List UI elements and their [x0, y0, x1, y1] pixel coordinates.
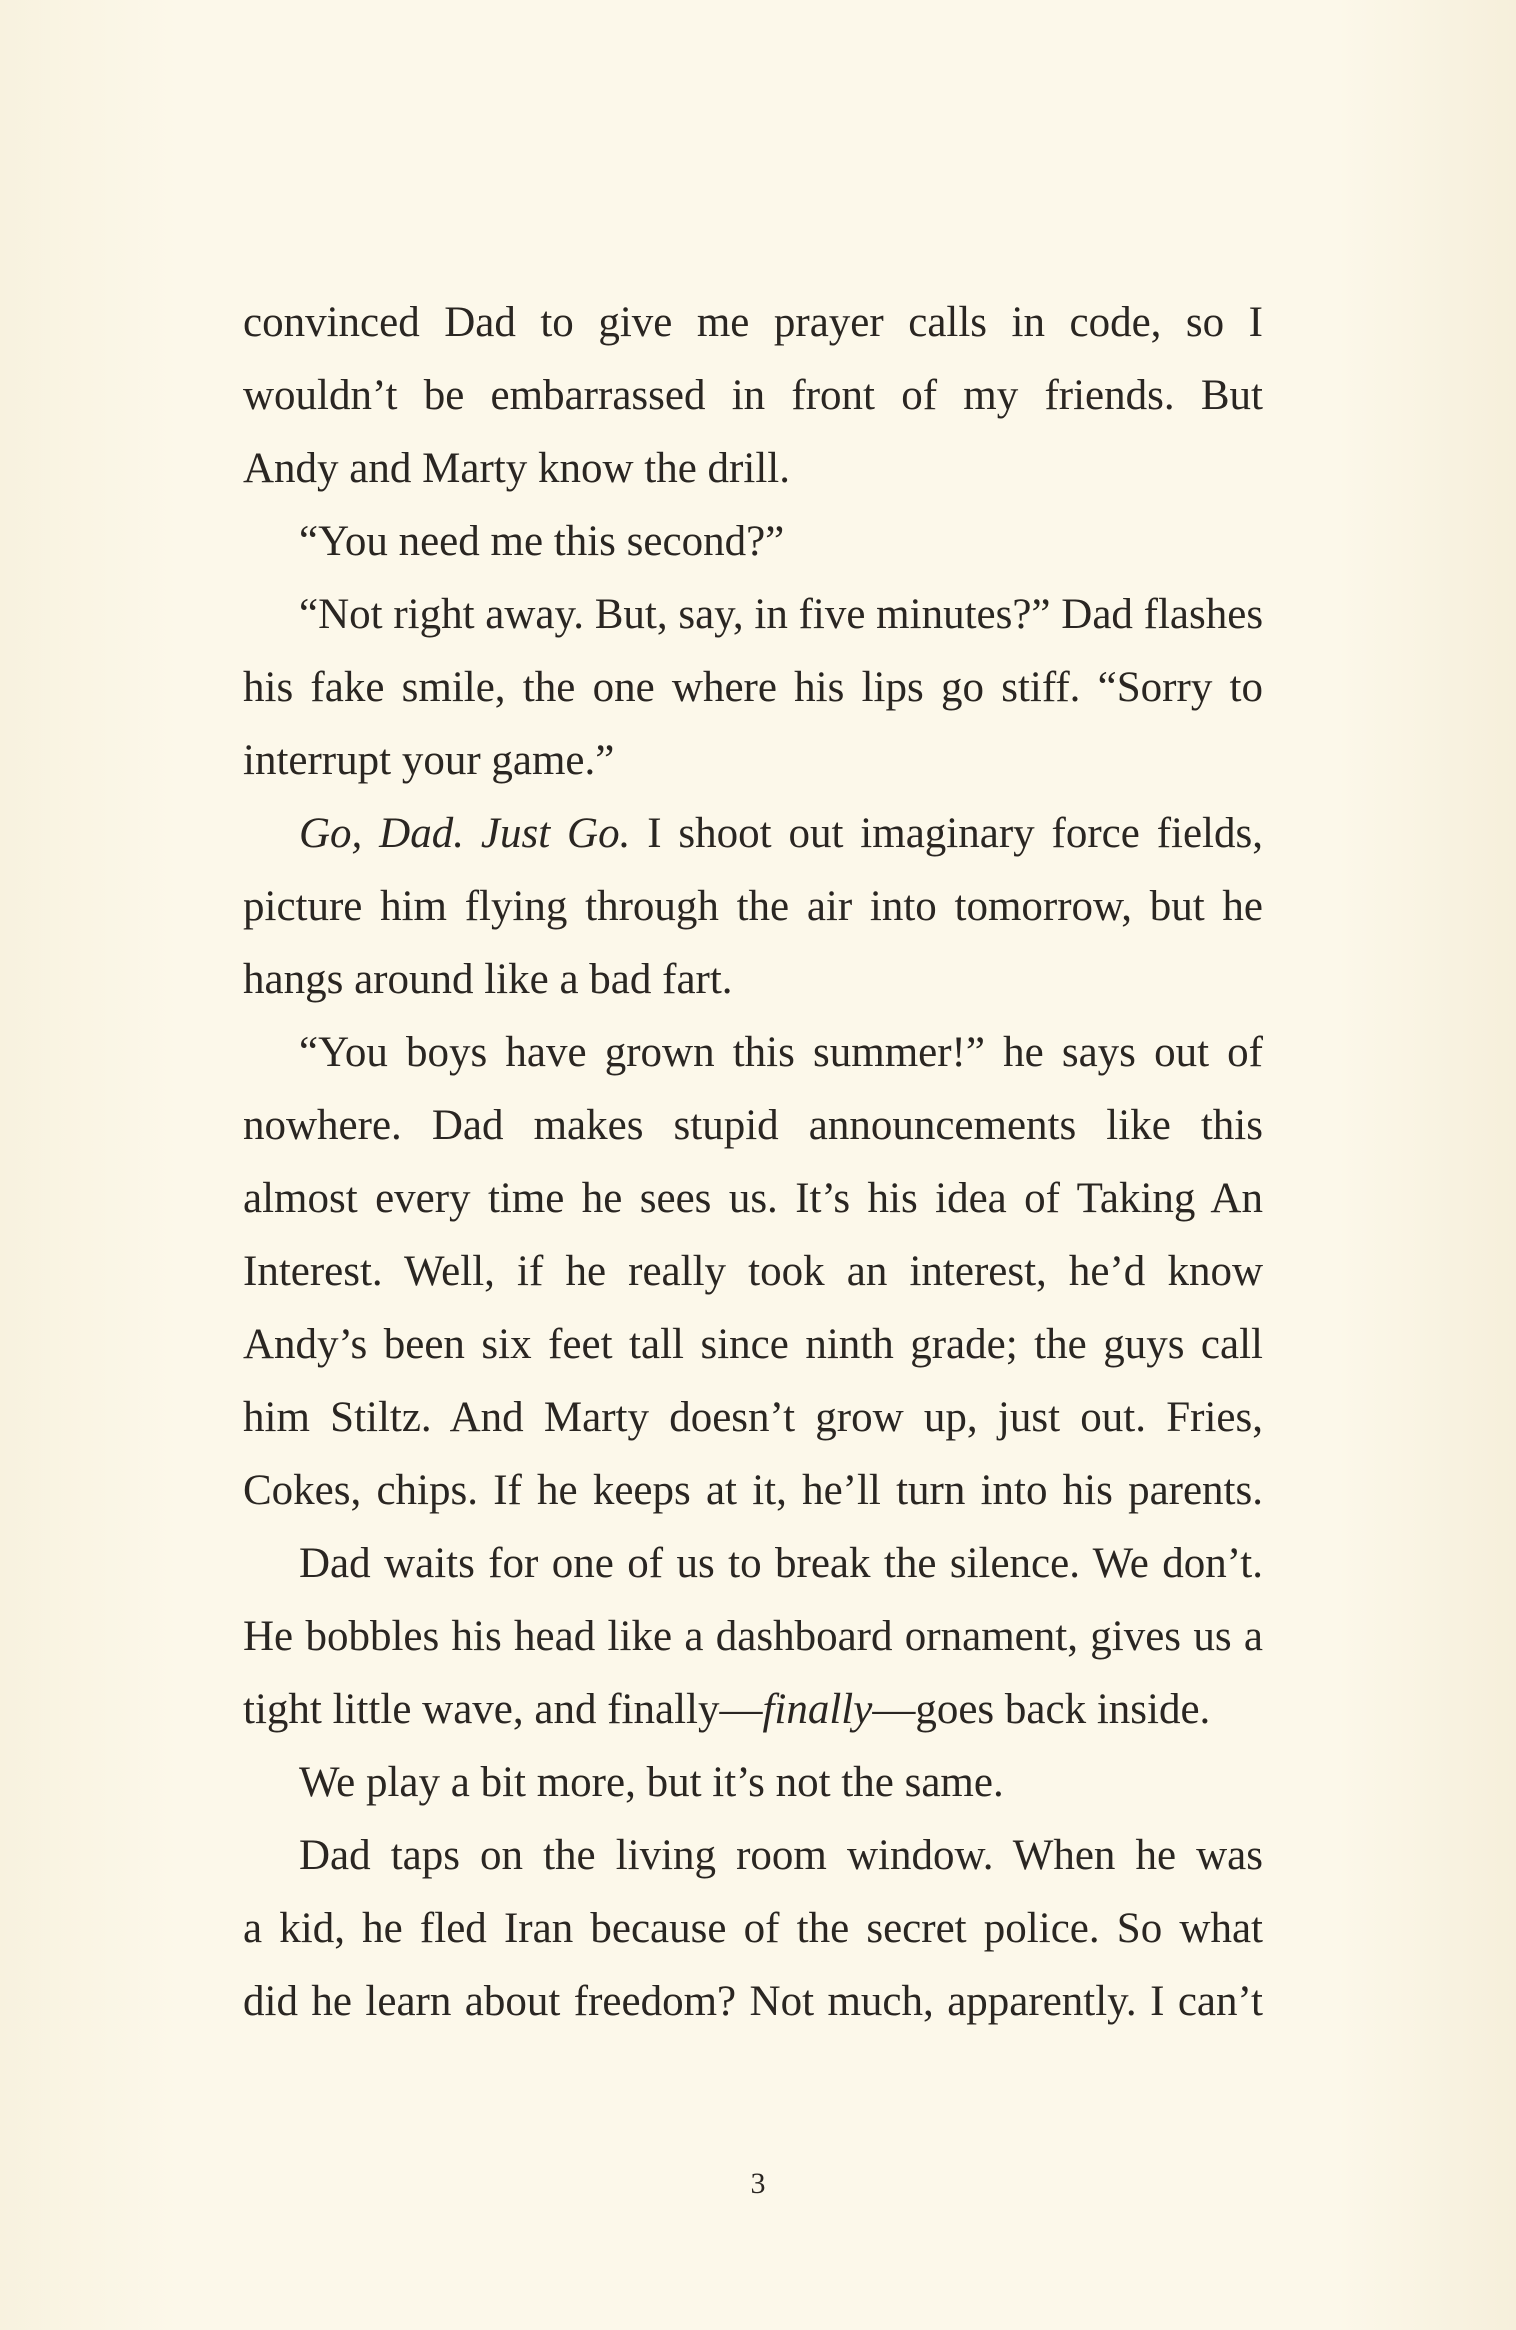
italic-text: finally	[762, 1686, 873, 1733]
text-line: hangs around like a bad fart.	[243, 956, 733, 1003]
page-number: 3	[750, 2167, 766, 2200]
text-line	[243, 1673, 1263, 1746]
line-rest: I shoot out imaginary force fields,	[630, 810, 1263, 857]
italic-text: Go, Dad. Just Go.	[299, 810, 631, 857]
text-line: “You need me this second?”	[299, 518, 785, 565]
text-line: Dad waits for one of us to break the silence. We don’t.	[299, 1540, 1263, 1587]
text-line: nowhere. Dad makes stupid announcements like this	[243, 1102, 1263, 1149]
text-line: almost every time he sees us. It’s his idea of Taking An	[243, 1175, 1263, 1222]
text-line: did he learn about freedom? Not much, apparently. I can’t	[243, 1978, 1263, 2025]
text-line: “Not right away. But, say, in five minutes?” Dad flashes	[299, 591, 1264, 638]
text-line: He bobbles his head like a dashboard ornament, gives us a	[243, 1613, 1263, 1660]
text-line: “You boys have grown this summer!” he says out of	[299, 1029, 1263, 1076]
body-text	[243, 286, 1263, 2038]
text-line	[243, 797, 1263, 870]
text-line: his fake smile, the one where his lips go stiff. “Sorry to	[243, 664, 1263, 711]
text-line: interrupt your game.”	[243, 737, 615, 784]
text-line: We play a bit more, but it’s not the same.	[299, 1759, 1004, 1806]
text-line: him Stiltz. And Marty doesn’t grow up, just out. Fries,	[243, 1394, 1263, 1441]
text-line: Interest. Well, if he really took an interest, he’d know	[243, 1248, 1263, 1295]
text-line: Andy and Marty know the drill.	[243, 445, 790, 492]
text-line: Cokes, chips. If he keeps at it, he’ll turn into his parents.	[243, 1467, 1263, 1514]
text-line: Andy’s been six feet tall since ninth grade; the guys call	[243, 1321, 1263, 1368]
text-line: Dad taps on the living room window. When he was	[299, 1832, 1263, 1879]
text-line: wouldn’t be embarrassed in front of my friends. But	[243, 372, 1263, 419]
text-line: picture him flying through the air into tomorrow, but he	[243, 883, 1263, 930]
line-after: —goes back inside.	[872, 1686, 1211, 1733]
line-before: tight little wave, and finally—	[243, 1686, 763, 1733]
text-line: a kid, he fled Iran because of the secret police. So what	[243, 1905, 1263, 1952]
text-line: convinced Dad to give me prayer calls in code, so I	[243, 299, 1263, 346]
